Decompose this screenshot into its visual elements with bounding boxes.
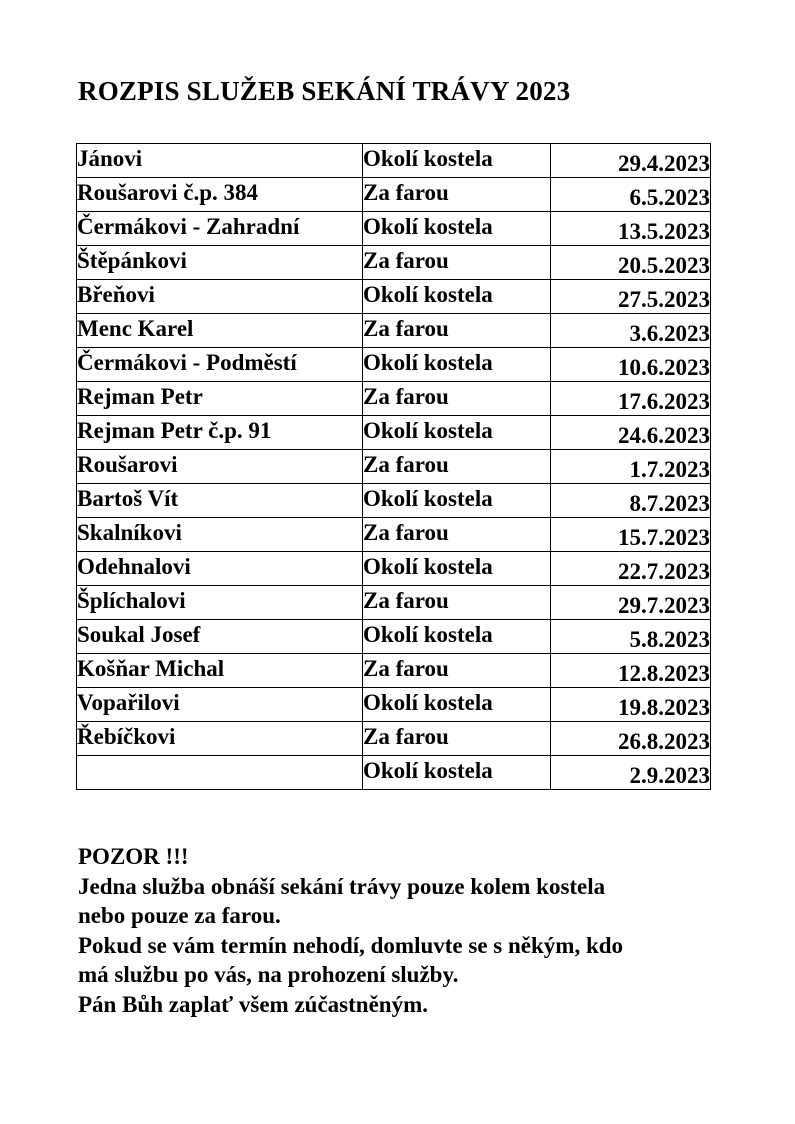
name-cell-text: Skalníkovi — [77, 520, 182, 545]
date-cell-text: 29.7.2023 — [618, 593, 710, 618]
table-row — [77, 382, 711, 416]
date-cell-text: 10.6.2023 — [618, 355, 710, 380]
table-row — [77, 348, 711, 382]
date-cell — [551, 246, 711, 280]
name-cell-text: Jánovi — [77, 146, 143, 171]
place-cell-text: Okolí kostela — [363, 418, 493, 443]
name-cell — [77, 722, 363, 756]
table-row — [77, 756, 711, 790]
name-cell — [77, 314, 363, 348]
place-cell-text: Okolí kostela — [363, 146, 493, 171]
table-row — [77, 246, 711, 280]
name-cell — [77, 450, 363, 484]
date-cell-text: 2.9.2023 — [629, 763, 710, 788]
table-row — [77, 620, 711, 654]
place-cell-text: Okolí kostela — [363, 622, 493, 647]
place-cell-text: Za farou — [363, 384, 449, 409]
name-cell-text: Rejman Petr — [77, 384, 203, 409]
name-cell-text: Odehnalovi — [77, 554, 191, 579]
place-cell-text: Okolí kostela — [363, 758, 493, 783]
notice-heading: POZOR !!! — [78, 844, 189, 869]
name-cell — [77, 484, 363, 518]
name-cell-text: Štěpánkovi — [77, 248, 187, 273]
date-cell-text: 12.8.2023 — [618, 661, 710, 686]
date-cell-text: 1.7.2023 — [629, 457, 710, 482]
name-cell — [77, 756, 363, 790]
place-cell — [363, 212, 551, 246]
date-cell — [551, 654, 711, 688]
place-cell-text: Okolí kostela — [363, 282, 493, 307]
name-cell — [77, 586, 363, 620]
place-cell-text: Za farou — [363, 180, 449, 205]
place-cell — [363, 280, 551, 314]
date-cell-text: 22.7.2023 — [618, 559, 710, 584]
date-cell — [551, 212, 711, 246]
place-cell — [363, 518, 551, 552]
name-cell-text: Šplíchalovi — [77, 588, 186, 613]
date-cell — [551, 144, 711, 178]
date-cell — [551, 552, 711, 586]
table-row — [77, 654, 711, 688]
date-cell-text: 8.7.2023 — [629, 491, 710, 516]
name-cell — [77, 212, 363, 246]
place-cell-text: Za farou — [363, 520, 449, 545]
date-cell — [551, 518, 711, 552]
name-cell — [77, 620, 363, 654]
notice-line: má službu po vás, na prohození služby. — [78, 962, 459, 988]
name-cell — [77, 348, 363, 382]
date-cell — [551, 688, 711, 722]
date-cell — [551, 484, 711, 518]
place-cell — [363, 314, 551, 348]
place-cell — [363, 552, 551, 586]
notice-line: nebo pouze za farou. — [78, 903, 281, 929]
page-title: ROZPIS SLUŽEB SEKÁNÍ TRÁVY 2023 — [78, 76, 571, 106]
place-cell — [363, 382, 551, 416]
table-row — [77, 518, 711, 552]
table-row — [77, 722, 711, 756]
date-cell — [551, 722, 711, 756]
place-cell-text: Za farou — [363, 588, 449, 613]
name-cell-text: Roušarovi č.p. 384 — [77, 180, 259, 205]
place-cell-text: Okolí kostela — [363, 214, 493, 239]
schedule-table-body — [77, 144, 711, 790]
place-cell — [363, 586, 551, 620]
name-cell-text: Vopařilovi — [77, 690, 180, 715]
table-row — [77, 178, 711, 212]
date-cell — [551, 620, 711, 654]
place-cell-text: Okolí kostela — [363, 486, 493, 511]
name-cell — [77, 246, 363, 280]
notice-line: Jedna služba obnáší sekání trávy pouze kolem kostela — [78, 873, 606, 899]
name-cell-text: Menc Karel — [77, 316, 194, 341]
name-cell-text: Soukal Josef — [77, 622, 201, 647]
name-cell-text: Řebíčkovi — [77, 724, 176, 749]
place-cell — [363, 620, 551, 654]
name-cell-text: Břeňovi — [77, 282, 155, 307]
date-cell-text: 20.5.2023 — [618, 253, 710, 278]
place-cell — [363, 688, 551, 722]
date-cell — [551, 382, 711, 416]
name-cell-text: Rejman Petr č.p. 91 — [77, 418, 272, 443]
date-cell-text: 26.8.2023 — [618, 729, 710, 754]
place-cell — [363, 484, 551, 518]
date-cell-text: 24.6.2023 — [618, 423, 710, 448]
place-cell — [363, 144, 551, 178]
table-row — [77, 450, 711, 484]
place-cell-text: Okolí kostela — [363, 690, 493, 715]
name-cell-text: Čermákovi - Zahradní — [77, 214, 300, 239]
date-cell — [551, 178, 711, 212]
name-cell-text: Bartoš Vít — [77, 486, 179, 511]
place-cell-text: Okolí kostela — [363, 554, 493, 579]
date-cell — [551, 348, 711, 382]
notice-line: Pokud se vám termín nehodí, domluvte se s někým, kdo — [78, 932, 624, 958]
date-cell — [551, 756, 711, 790]
name-cell — [77, 382, 363, 416]
table-row — [77, 212, 711, 246]
date-cell-text: 15.7.2023 — [618, 525, 710, 550]
table-row — [77, 688, 711, 722]
table-row — [77, 144, 711, 178]
place-cell — [363, 348, 551, 382]
name-cell — [77, 144, 363, 178]
place-cell-text: Za farou — [363, 724, 449, 749]
name-cell — [77, 552, 363, 586]
place-cell-text: Za farou — [363, 316, 449, 341]
date-cell — [551, 450, 711, 484]
date-cell-text: 5.8.2023 — [629, 627, 710, 652]
date-cell — [551, 416, 711, 450]
name-cell — [77, 654, 363, 688]
date-cell-text: 13.5.2023 — [618, 219, 710, 244]
place-cell-text: Okolí kostela — [363, 350, 493, 375]
name-cell-text: Čermákovi - Podměstí — [77, 350, 297, 375]
table-row — [77, 416, 711, 450]
date-cell-text: 6.5.2023 — [629, 185, 710, 210]
date-cell — [551, 280, 711, 314]
date-cell-text: 29.4.2023 — [618, 151, 710, 176]
table-row — [77, 586, 711, 620]
name-cell — [77, 416, 363, 450]
place-cell-text: Za farou — [363, 248, 449, 273]
date-cell-text: 27.5.2023 — [618, 287, 710, 312]
name-cell — [77, 688, 363, 722]
place-cell — [363, 654, 551, 688]
place-cell — [363, 450, 551, 484]
name-cell — [77, 518, 363, 552]
place-cell-text: Za farou — [363, 452, 449, 477]
table-row — [77, 552, 711, 586]
date-cell-text: 3.6.2023 — [629, 321, 710, 346]
place-cell — [363, 246, 551, 280]
table-row — [77, 280, 711, 314]
date-cell-text: 19.8.2023 — [618, 695, 710, 720]
date-cell-text: 17.6.2023 — [618, 389, 710, 414]
name-cell — [77, 178, 363, 212]
notice-line: Pán Bůh zaplať všem zúčastněným. — [78, 991, 428, 1017]
notice — [78, 842, 778, 1020]
name-cell — [77, 280, 363, 314]
date-cell — [551, 314, 711, 348]
table-row — [77, 314, 711, 348]
name-cell-text: Roušarovi — [77, 452, 178, 477]
schedule-table — [76, 143, 711, 790]
place-cell — [363, 756, 551, 790]
place-cell — [363, 722, 551, 756]
place-cell — [363, 416, 551, 450]
table-row — [77, 484, 711, 518]
place-cell — [363, 178, 551, 212]
name-cell-text: Košňar Michal — [77, 656, 225, 681]
place-cell-text: Za farou — [363, 656, 449, 681]
date-cell — [551, 586, 711, 620]
